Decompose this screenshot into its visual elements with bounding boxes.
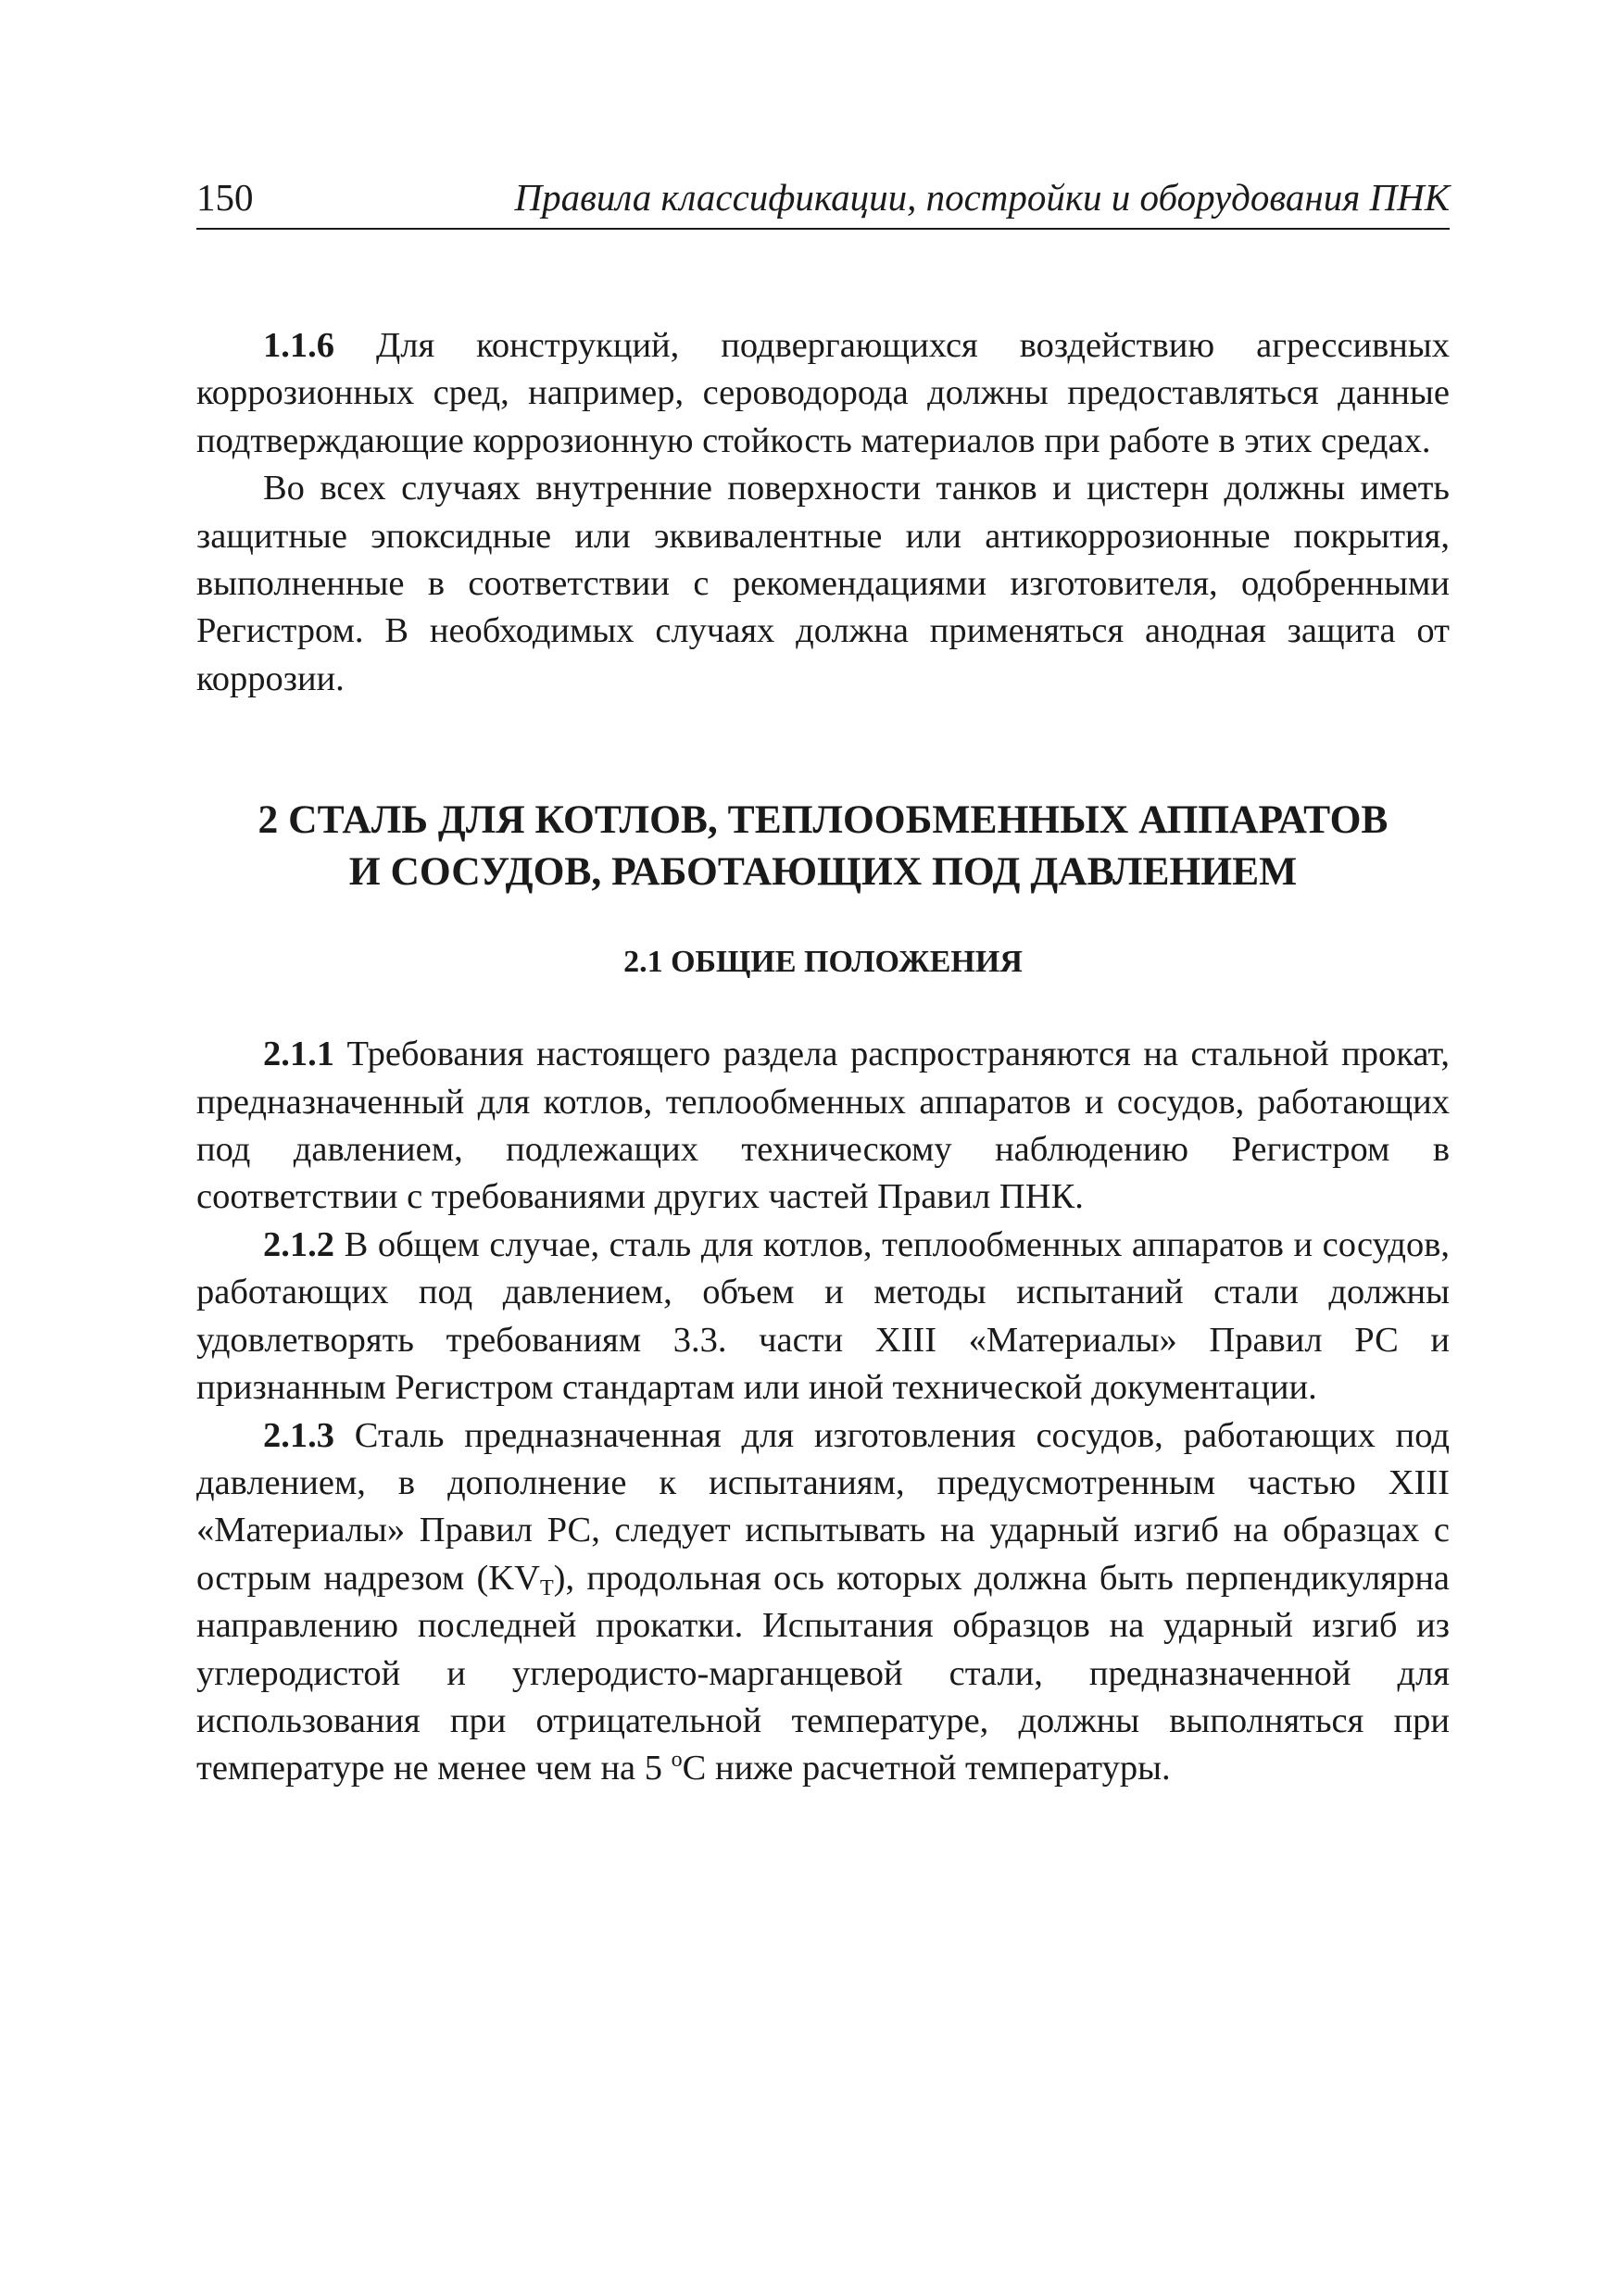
paragraph-text: В общем случае, сталь для котлов, теплообменных аппаратов и сосудов, работающих под давлением, объем и методы испытаний стали должны удовлетворять требованиям 3.3. части XIII «Материалы» Правил РС и признанным Регистром стандартам или иной технической документации.	[196, 1224, 1450, 1408]
paragraph-text: ), продольная ось которых должна быть перпендикулярна направлению последней прокатки. Испытания образцов на ударный изгиб из углеродистой и углеродисто-марганцевой стали, предназначенной для использования при отрицательной температуре, должны выполняться при температуре не менее чем на 5	[196, 1558, 1451, 1788]
running-title: Правила классификации, постройки и оборудования ПНК	[514, 176, 1450, 219]
paragraph-text: Для конструкций, подвергающихся воздействию агрессивных коррозионных сред, например, сероводорода должны предоставляться данные подтверждающие коррозионную стойкость материалов при работе в этих средах.	[196, 326, 1450, 460]
document-page	[196, 174, 1450, 1793]
clause-number: 2.1.3	[263, 1415, 334, 1455]
chapter-title-line-2: И СОСУДОВ, РАБОТАЮЩИХ ПОД ДАВЛЕНИЕМ	[348, 849, 1298, 895]
section-body	[196, 1031, 1450, 1793]
paragraph-1-1-6-continued	[196, 465, 1450, 703]
paragraph-text: Требования настоящего раздела распространяются на стальной прокат, предназначенный для котлов, теплообменных аппаратов и сосудов, работающих под давлением, подлежащих техническому наблюдению Регистром в соответствии с требованиями других частей Правил ПНК.	[196, 1035, 1450, 1217]
clause-number: 2.1.2	[263, 1224, 334, 1264]
page-number: 150	[196, 176, 254, 219]
chapter-title	[196, 794, 1450, 897]
paragraph-2-1-1	[196, 1031, 1450, 1222]
paragraph-2-1-3	[196, 1412, 1450, 1793]
paragraph-text: Во всех случаях внутренние поверхности танков и цистерн должны иметь защитные эпоксидные или эквивалентные или антикоррозионные покрытия, выполненные в соответствии с рекомендациями изготовителя, одобренными Регистром. В необходимых случаях должна применяться анодная защита от коррозии.	[196, 469, 1450, 698]
section-title: 2.1 ОБЩИЕ ПОЛОЖЕНИЯ	[623, 945, 1023, 980]
paragraph-text: С ниже расчетной температуры.	[682, 1749, 1171, 1788]
body-text	[196, 322, 1450, 703]
clause-number: 1.1.6	[263, 326, 334, 365]
paragraph-2-1-2	[196, 1222, 1450, 1412]
subscript-t: T	[539, 1575, 554, 1600]
chapter-title-line-1: 2 СТАЛЬ ДЛЯ КОТЛОВ, ТЕПЛООБМЕННЫХ АППАРАТОВ	[258, 797, 1389, 843]
paragraph-text: Сталь предназначенная для изготовления сосудов, работающих под давлением, в дополнение к испытаниям, предусмотренным частью XIII «Материалы» Правил РС, следует испытывать на ударный изгиб на образцах с острым надрезом (KV	[196, 1415, 1450, 1598]
clause-number: 2.1.1	[263, 1035, 334, 1074]
running-header	[196, 174, 1450, 230]
degree-mark: о	[671, 1748, 683, 1773]
paragraph-1-1-6	[196, 322, 1450, 465]
